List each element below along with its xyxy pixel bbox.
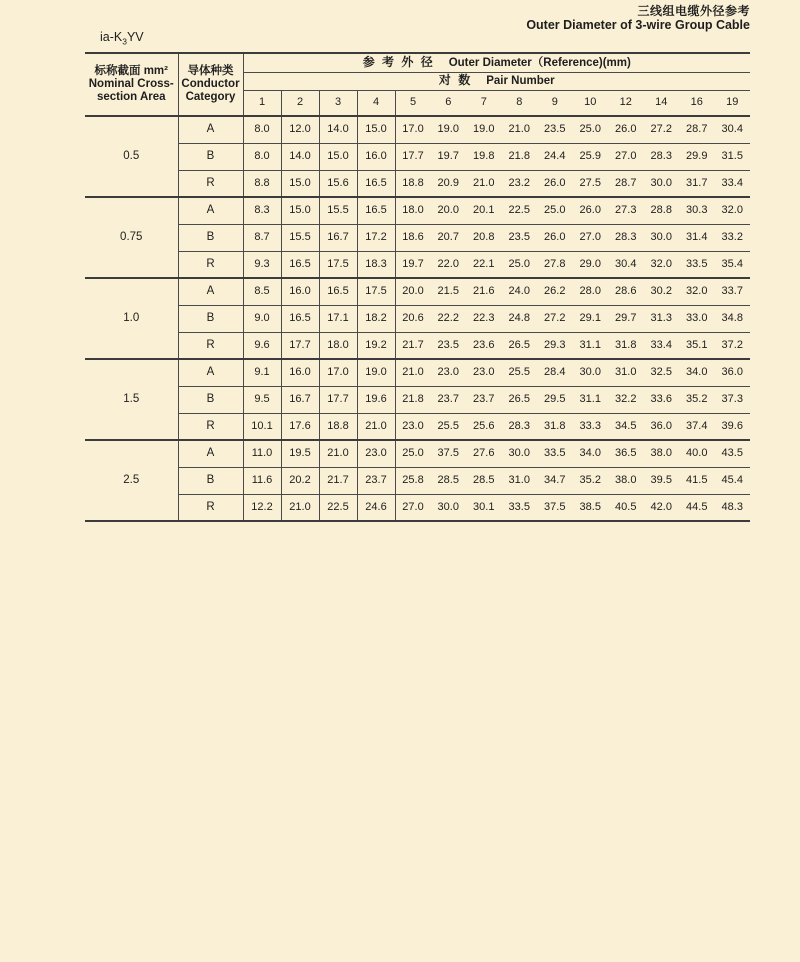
cell-value: 35.1 <box>679 332 715 359</box>
header-conductor-category <box>178 53 243 116</box>
cell-category: B <box>178 305 243 332</box>
cell-value: 22.1 <box>466 251 502 278</box>
cell-value: 21.7 <box>395 332 431 359</box>
cell-value: 25.9 <box>573 143 609 170</box>
header-pair-number-en: Pair Number <box>486 75 555 87</box>
cell-value: 25.5 <box>431 413 467 440</box>
cell-value: 21.0 <box>466 170 502 197</box>
cell-value: 38.5 <box>573 494 609 521</box>
cell-value: 35.2 <box>573 467 609 494</box>
cell-value: 23.0 <box>357 440 395 467</box>
header-pair-col: 6 <box>431 90 467 116</box>
cell-value: 24.4 <box>537 143 573 170</box>
cell-value: 37.5 <box>537 494 573 521</box>
header-pair-number <box>243 72 750 90</box>
cell-value: 34.7 <box>537 467 573 494</box>
cable-diameter-table <box>85 52 750 522</box>
header-pair-number-zh: 对 数 <box>438 73 473 87</box>
document-title-en: Outer Diameter of 3-wire Group Cable <box>526 18 750 32</box>
header-pair-col: 10 <box>573 90 609 116</box>
document-title-zh: 三线组电缆外径参考 <box>637 4 750 18</box>
cell-value: 36.0 <box>644 413 680 440</box>
cell-value: 16.0 <box>357 143 395 170</box>
cell-value: 8.5 <box>243 278 281 305</box>
cell-value: 33.0 <box>679 305 715 332</box>
cell-value: 24.8 <box>502 305 538 332</box>
cell-value: 9.1 <box>243 359 281 386</box>
cell-value: 40.5 <box>608 494 644 521</box>
cell-value: 27.2 <box>537 305 573 332</box>
cell-value: 36.0 <box>715 359 751 386</box>
cell-category: R <box>178 170 243 197</box>
cell-value: 39.6 <box>715 413 751 440</box>
cell-value: 30.0 <box>644 224 680 251</box>
cell-value: 20.0 <box>431 197 467 224</box>
cell-value: 23.7 <box>357 467 395 494</box>
cell-value: 21.0 <box>357 413 395 440</box>
cell-value: 28.8 <box>644 197 680 224</box>
cell-category: B <box>178 224 243 251</box>
cell-value: 22.2 <box>431 305 467 332</box>
cell-value: 27.0 <box>573 224 609 251</box>
header-line: 标称截面 mm² <box>94 65 168 77</box>
cell-value: 34.5 <box>608 413 644 440</box>
cable-model-suffix: YV <box>126 30 144 44</box>
cell-category: B <box>178 467 243 494</box>
cell-value: 16.5 <box>281 305 319 332</box>
header-line: 导体种类 <box>187 65 234 77</box>
cell-value: 28.7 <box>679 116 715 143</box>
cell-value: 28.6 <box>608 278 644 305</box>
cell-value: 17.5 <box>357 278 395 305</box>
cell-value: 19.2 <box>357 332 395 359</box>
cell-value: 32.0 <box>679 278 715 305</box>
header-line: Conductor <box>181 78 240 90</box>
header-pair-col: 9 <box>537 90 573 116</box>
cell-value: 30.1 <box>466 494 502 521</box>
cell-value: 28.0 <box>573 278 609 305</box>
cell-value: 15.0 <box>319 143 357 170</box>
cell-value: 19.0 <box>466 116 502 143</box>
cell-value: 17.1 <box>319 305 357 332</box>
cell-value: 19.5 <box>281 440 319 467</box>
cell-size: 0.75 <box>85 197 178 278</box>
cell-value: 15.0 <box>281 170 319 197</box>
cell-value: 9.0 <box>243 305 281 332</box>
cell-value: 18.8 <box>395 170 431 197</box>
header-pair-col: 3 <box>319 90 357 116</box>
cell-value: 19.7 <box>395 251 431 278</box>
cell-value: 19.7 <box>431 143 467 170</box>
cell-value: 30.3 <box>679 197 715 224</box>
cell-value: 25.5 <box>502 359 538 386</box>
cell-value: 16.0 <box>281 278 319 305</box>
cell-value: 28.7 <box>608 170 644 197</box>
header-outer-diameter <box>243 53 750 72</box>
cell-value: 14.0 <box>281 143 319 170</box>
cell-value: 24.0 <box>502 278 538 305</box>
cell-value: 20.0 <box>395 278 431 305</box>
cell-category: A <box>178 359 243 386</box>
cell-value: 15.6 <box>319 170 357 197</box>
cell-value: 16.7 <box>281 386 319 413</box>
cell-value: 31.8 <box>608 332 644 359</box>
cell-value: 17.7 <box>319 386 357 413</box>
cell-value: 31.7 <box>679 170 715 197</box>
cell-size: 0.5 <box>85 116 178 197</box>
cell-value: 28.5 <box>431 467 467 494</box>
header-pair-col: 4 <box>357 90 395 116</box>
cell-value: 48.3 <box>715 494 751 521</box>
cell-value: 28.3 <box>644 143 680 170</box>
header-outer-diameter-zh: 参 考 外 径 <box>362 54 435 69</box>
cell-value: 22.0 <box>431 251 467 278</box>
cell-value: 9.6 <box>243 332 281 359</box>
cell-value: 18.3 <box>357 251 395 278</box>
cell-value: 17.2 <box>357 224 395 251</box>
cell-value: 29.0 <box>573 251 609 278</box>
cell-value: 12.0 <box>281 116 319 143</box>
cell-value: 26.0 <box>537 170 573 197</box>
cell-value: 20.1 <box>466 197 502 224</box>
cell-value: 15.0 <box>357 116 395 143</box>
cell-value: 30.4 <box>715 116 751 143</box>
cell-value: 31.4 <box>679 224 715 251</box>
cable-model-prefix: ia-K <box>100 30 123 44</box>
cell-value: 21.0 <box>395 359 431 386</box>
cell-value: 30.0 <box>573 359 609 386</box>
cell-value: 9.5 <box>243 386 281 413</box>
cell-value: 23.5 <box>431 332 467 359</box>
cell-value: 8.0 <box>243 116 281 143</box>
cell-value: 35.2 <box>679 386 715 413</box>
cell-value: 33.5 <box>679 251 715 278</box>
cell-value: 10.1 <box>243 413 281 440</box>
cell-value: 15.0 <box>281 197 319 224</box>
cell-value: 35.4 <box>715 251 751 278</box>
cell-value: 30.2 <box>644 278 680 305</box>
cell-value: 22.5 <box>319 494 357 521</box>
cell-value: 31.5 <box>715 143 751 170</box>
cell-value: 11.6 <box>243 467 281 494</box>
cell-value: 25.0 <box>573 116 609 143</box>
cell-value: 16.5 <box>357 170 395 197</box>
cell-value: 15.5 <box>281 224 319 251</box>
header-pair-col: 5 <box>395 90 431 116</box>
cell-value: 31.3 <box>644 305 680 332</box>
cell-value: 23.0 <box>431 359 467 386</box>
cell-value: 26.5 <box>502 386 538 413</box>
cell-value: 30.0 <box>431 494 467 521</box>
cell-value: 25.0 <box>502 251 538 278</box>
cell-category: R <box>178 413 243 440</box>
cell-value: 32.2 <box>608 386 644 413</box>
cell-value: 33.2 <box>715 224 751 251</box>
cell-value: 33.4 <box>644 332 680 359</box>
cell-value: 33.5 <box>537 440 573 467</box>
cell-value: 33.3 <box>573 413 609 440</box>
cell-value: 8.7 <box>243 224 281 251</box>
cell-value: 26.0 <box>608 116 644 143</box>
cell-size: 1.0 <box>85 278 178 359</box>
cell-value: 34.8 <box>715 305 751 332</box>
cell-value: 22.3 <box>466 305 502 332</box>
cell-value: 27.2 <box>644 116 680 143</box>
cell-value: 29.9 <box>679 143 715 170</box>
cell-value: 17.6 <box>281 413 319 440</box>
cell-value: 9.3 <box>243 251 281 278</box>
cell-value: 17.0 <box>319 359 357 386</box>
cell-value: 26.0 <box>537 224 573 251</box>
cell-value: 25.0 <box>395 440 431 467</box>
cell-value: 23.6 <box>466 332 502 359</box>
cell-value: 28.3 <box>608 224 644 251</box>
header-pair-col: 7 <box>466 90 502 116</box>
cell-value: 29.5 <box>537 386 573 413</box>
cell-value: 8.3 <box>243 197 281 224</box>
cell-value: 26.2 <box>537 278 573 305</box>
cell-value: 29.3 <box>537 332 573 359</box>
cell-value: 41.5 <box>679 467 715 494</box>
cell-category: R <box>178 494 243 521</box>
header-pair-col: 19 <box>715 90 751 116</box>
cell-value: 27.0 <box>395 494 431 521</box>
cell-value: 23.7 <box>466 386 502 413</box>
cell-value: 31.1 <box>573 386 609 413</box>
header-line: section Area <box>96 91 166 103</box>
header-pair-col: 2 <box>281 90 319 116</box>
cell-value: 18.6 <box>395 224 431 251</box>
cell-value: 18.0 <box>319 332 357 359</box>
cell-value: 11.0 <box>243 440 281 467</box>
cell-value: 21.8 <box>502 143 538 170</box>
cell-value: 24.6 <box>357 494 395 521</box>
cell-value: 37.2 <box>715 332 751 359</box>
header-pair-col: 8 <box>502 90 538 116</box>
cell-value: 22.5 <box>502 197 538 224</box>
cell-value: 44.5 <box>679 494 715 521</box>
cell-value: 32.5 <box>644 359 680 386</box>
cell-value: 27.0 <box>608 143 644 170</box>
cell-value: 19.0 <box>431 116 467 143</box>
cell-value: 21.0 <box>281 494 319 521</box>
cell-value: 23.0 <box>395 413 431 440</box>
cell-value: 30.0 <box>502 440 538 467</box>
cell-value: 32.0 <box>715 197 751 224</box>
header-outer-diameter-en: Outer Diameter（Reference)(mm) <box>448 56 631 69</box>
cell-value: 28.3 <box>502 413 538 440</box>
header-pair-col: 12 <box>608 90 644 116</box>
cell-value: 17.7 <box>395 143 431 170</box>
cell-value: 33.4 <box>715 170 751 197</box>
cell-value: 27.8 <box>537 251 573 278</box>
cell-value: 20.9 <box>431 170 467 197</box>
cell-value: 31.0 <box>608 359 644 386</box>
cell-value: 32.0 <box>644 251 680 278</box>
cell-value: 16.5 <box>357 197 395 224</box>
cell-value: 23.5 <box>537 116 573 143</box>
cell-category: A <box>178 278 243 305</box>
cell-value: 16.5 <box>281 251 319 278</box>
document-title <box>526 4 750 33</box>
cell-value: 26.0 <box>573 197 609 224</box>
cell-value: 30.0 <box>644 170 680 197</box>
cell-value: 23.7 <box>431 386 467 413</box>
cell-value: 21.6 <box>466 278 502 305</box>
cell-value: 17.5 <box>319 251 357 278</box>
cell-value: 31.1 <box>573 332 609 359</box>
cell-value: 16.0 <box>281 359 319 386</box>
cell-value: 15.5 <box>319 197 357 224</box>
cell-size: 1.5 <box>85 359 178 440</box>
cell-value: 21.0 <box>502 116 538 143</box>
cell-value: 20.2 <box>281 467 319 494</box>
cell-value: 23.2 <box>502 170 538 197</box>
cell-value: 16.7 <box>319 224 357 251</box>
cell-value: 27.6 <box>466 440 502 467</box>
cell-value: 34.0 <box>679 359 715 386</box>
cell-value: 29.1 <box>573 305 609 332</box>
cell-value: 19.6 <box>357 386 395 413</box>
cell-value: 8.8 <box>243 170 281 197</box>
header-pair-col: 16 <box>679 90 715 116</box>
cell-category: B <box>178 143 243 170</box>
cell-value: 39.5 <box>644 467 680 494</box>
cell-value: 45.4 <box>715 467 751 494</box>
cell-value: 37.5 <box>431 440 467 467</box>
cell-value: 21.5 <box>431 278 467 305</box>
cell-value: 30.4 <box>608 251 644 278</box>
cell-value: 31.8 <box>537 413 573 440</box>
cell-value: 17.0 <box>395 116 431 143</box>
cell-value: 33.6 <box>644 386 680 413</box>
cell-value: 18.2 <box>357 305 395 332</box>
cell-value: 38.0 <box>608 467 644 494</box>
cell-value: 19.0 <box>357 359 395 386</box>
header-pair-col: 14 <box>644 90 680 116</box>
cell-value: 18.0 <box>395 197 431 224</box>
cell-value: 21.8 <box>395 386 431 413</box>
header-pair-col: 1 <box>243 90 281 116</box>
cell-value: 36.5 <box>608 440 644 467</box>
cell-value: 17.7 <box>281 332 319 359</box>
cell-value: 23.5 <box>502 224 538 251</box>
cell-value: 18.8 <box>319 413 357 440</box>
cell-value: 34.0 <box>573 440 609 467</box>
cell-value: 25.6 <box>466 413 502 440</box>
cable-model-subscript: 3 <box>122 36 127 47</box>
cell-value: 29.7 <box>608 305 644 332</box>
cell-value: 42.0 <box>644 494 680 521</box>
cell-value: 33.5 <box>502 494 538 521</box>
cell-value: 21.7 <box>319 467 357 494</box>
cell-value: 27.5 <box>573 170 609 197</box>
cell-category: R <box>178 251 243 278</box>
cell-category: R <box>178 332 243 359</box>
cell-value: 27.3 <box>608 197 644 224</box>
cell-value: 28.5 <box>466 467 502 494</box>
cell-value: 20.7 <box>431 224 467 251</box>
cell-value: 38.0 <box>644 440 680 467</box>
header-line: Category <box>185 91 236 103</box>
cell-value: 16.5 <box>319 278 357 305</box>
cell-value: 14.0 <box>319 116 357 143</box>
cell-value: 20.6 <box>395 305 431 332</box>
cell-category: B <box>178 386 243 413</box>
cell-value: 40.0 <box>679 440 715 467</box>
cell-value: 37.3 <box>715 386 751 413</box>
cell-value: 25.0 <box>537 197 573 224</box>
cell-value: 21.0 <box>319 440 357 467</box>
cell-value: 31.0 <box>502 467 538 494</box>
cable-model-label <box>100 30 144 47</box>
header-nominal-cross-section <box>85 53 178 116</box>
cell-category: A <box>178 197 243 224</box>
cell-value: 37.4 <box>679 413 715 440</box>
header-line: Nominal Cross- <box>88 78 174 90</box>
cell-category: A <box>178 440 243 467</box>
cell-value: 20.8 <box>466 224 502 251</box>
cell-value: 25.8 <box>395 467 431 494</box>
cell-value: 8.0 <box>243 143 281 170</box>
cell-category: A <box>178 116 243 143</box>
cell-value: 12.2 <box>243 494 281 521</box>
cell-value: 19.8 <box>466 143 502 170</box>
cell-value: 33.7 <box>715 278 751 305</box>
cell-value: 26.5 <box>502 332 538 359</box>
cell-value: 43.5 <box>715 440 751 467</box>
cell-value: 23.0 <box>466 359 502 386</box>
cell-value: 28.4 <box>537 359 573 386</box>
cell-size: 2.5 <box>85 440 178 521</box>
